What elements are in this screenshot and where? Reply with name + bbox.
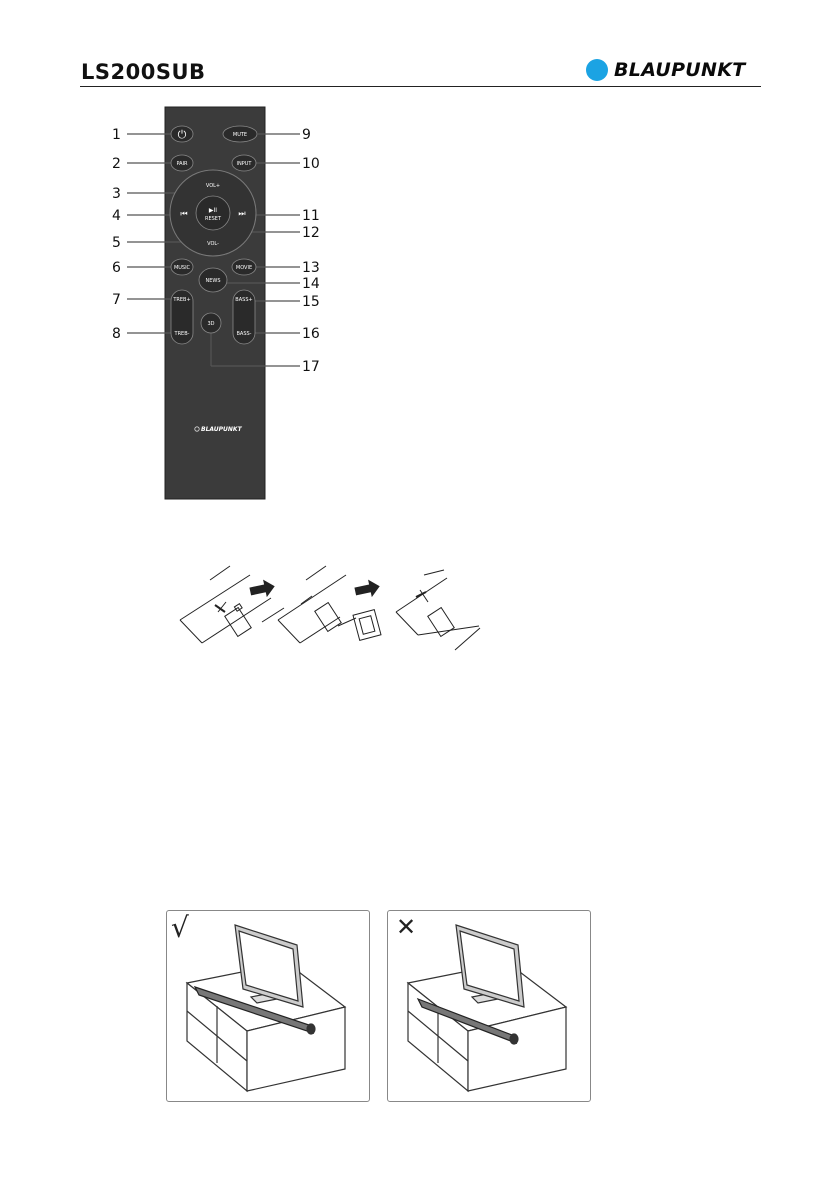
bass-down-label: BASS- [236,331,252,337]
treble-rocker [171,290,193,344]
callout-2: 2 [112,156,121,172]
vol-down-label: VOL- [207,241,219,247]
svg-text:MUSIC: MUSIC [173,265,191,271]
callout-1: 1 [112,127,121,143]
callout-8: 8 [112,326,121,342]
callout-5: 5 [112,235,121,251]
brand-name: BLAUPUNKT [614,59,746,81]
tv-on-cabinet-wrong [388,911,590,1101]
callout-7: 7 [112,292,121,308]
callout-6: 6 [112,260,121,276]
remote-brand-label: BLAUPUNKT [201,426,242,433]
remote-control-diagram [100,100,340,505]
prev-track-icon: ⏮ [180,209,188,218]
header-divider [80,86,761,87]
mute-button [223,126,257,142]
input-button [232,155,256,171]
callout-13: 13 [302,260,320,276]
3d-button [201,313,221,333]
svg-text:3D: 3D [207,321,215,327]
power-button [171,126,193,142]
news-button [199,268,227,292]
callout-9: 9 [302,127,311,143]
placement-wrong-panel [387,910,591,1102]
treble-up-label: TREB+ [173,297,191,303]
svg-text:PAIR: PAIR [176,161,188,167]
music-button [171,259,193,275]
model-title: LS200SUB [81,60,206,84]
brand-logo [586,58,746,82]
callout-17: 17 [302,359,320,375]
svg-text:NEWS: NEWS [205,278,221,284]
callout-10: 10 [302,156,320,172]
callout-12: 12 [302,225,320,241]
pair-button [171,155,193,171]
callout-11: 11 [302,208,320,224]
battery-replacement-diagram [170,565,490,665]
check-mark-icon: √ [171,911,189,944]
arrow-1-icon [248,577,276,600]
reset-label: RESET [204,216,222,222]
svg-text:MUTE: MUTE [232,132,248,138]
bass-rocker [233,290,255,344]
bass-up-label: BASS+ [235,297,253,303]
next-track-icon: ⏭ [238,209,246,218]
callout-4: 4 [112,208,121,224]
treble-down-label: TREB- [174,331,190,337]
play-pause-icon: ▶II [208,207,218,214]
power-icon: ⏻ [177,128,187,141]
callout-16: 16 [302,326,320,342]
vol-up-label: VOL+ [205,183,221,189]
placement-correct-panel [166,910,370,1102]
callout-3: 3 [112,186,121,202]
arrow-2-icon [353,577,381,600]
callout-14: 14 [302,276,320,292]
tv-on-cabinet-correct [167,911,369,1101]
svg-text:INPUT: INPUT [236,161,252,167]
svg-text:MOVIE: MOVIE [235,265,253,271]
cross-mark-icon: ✕ [396,913,417,941]
callout-15: 15 [302,294,320,310]
brand-dot-icon [586,59,608,81]
movie-button [232,259,256,275]
